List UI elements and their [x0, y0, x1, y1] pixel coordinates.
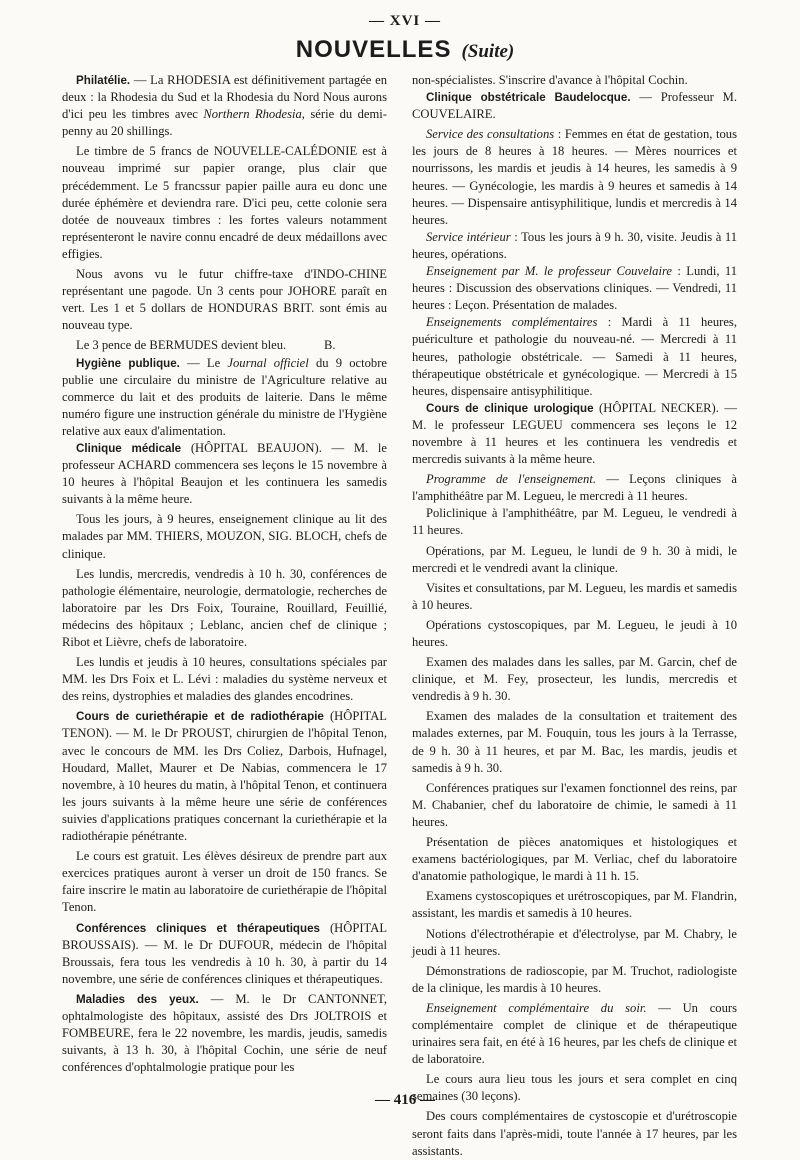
- paragraph-policlinique: Policlinique à l'amphithéâtre, par M. Legueu, le vendredi à 11 heures.: [412, 506, 737, 538]
- italic-text: Enseignement par M. le professeur Couvelaire: [426, 264, 672, 279]
- paragraph-service-interieur: [412, 229, 737, 263]
- paragraph-philatelie: [62, 72, 387, 140]
- paragraph-clinique-urologique: [412, 400, 737, 468]
- paragraph-hygiene: [62, 355, 387, 440]
- paragraph-service-consultations: [412, 126, 737, 229]
- page-number: — 416 —: [375, 1092, 435, 1108]
- paragraph-pieces-anatomiques: Présentation de pièces anatomiques et histologiques et examens bactériologiques, par M. Verliac, chef du laboratoire d'anatomie pathologique, le mardi à 11 h. 15.: [412, 835, 737, 884]
- text: — Professeur M. COUVELAIRE.: [412, 90, 737, 122]
- paragraph-enseignement-couvelaire: [412, 263, 737, 314]
- paragraph-consultations: Les lundis et jeudis à 10 heures, consultations spéciales par MM. les Drs Foix et L. Lévi : maladies du système nerveux et des reins, dystrophies et maladies des glandes encodrines.: [62, 655, 387, 704]
- text: du 9 octobre publie une circulaire du ministre de l'Agriculture relative au commerce du lait et des produits de laiterie. Dans le même numéro figure une instruction générale du ministre de l'Hygiène relative aux eaux d'alimentation.: [62, 355, 388, 438]
- paragraph-curietherapie: [62, 708, 387, 845]
- text: — Leçons cliniques à l'amphithéâtre par M. Legueu, le mercredi à 11 heures.: [412, 472, 737, 504]
- paragraph-electrotherapie: Notions d'électrothérapie et d'électrolyse, par M. Chabry, le jeudi à 11 heures.: [412, 926, 737, 958]
- text: : Lundi, 11 heures : Discussion des observations cliniques. — Vendredi, 11 heures : Leçon. Présentation de malades.: [412, 264, 737, 313]
- heading-baudelocque: Clinique obstétricale Baudelocque.: [426, 91, 631, 105]
- text: Le 3 pence de BERMUDES devient bleu.: [76, 338, 287, 353]
- italic-text: Service des consultations: [426, 127, 555, 142]
- title-text: NOUVELLES: [295, 36, 452, 63]
- paragraph-cinq-semaines: Le cours aura lieu tous les jours et sera complet en cinq semaines (30 leçons).: [412, 1072, 737, 1104]
- text: (HÔPITAL BROUSSAIS). — M. le Dr DUFOUR, médecin de l'hôpital Broussais, fera tous les vendredis à 10 h. 30, à partir du 14 novembre, une série de conférences cliniques et thérapeutiques.: [62, 920, 388, 986]
- paragraph-broussais: [62, 920, 387, 988]
- italic-text: Service intérieur: [426, 229, 511, 244]
- paragraph-bermudes: [62, 337, 387, 354]
- italic-text: Enseignement complémentaire du soir.: [426, 1000, 647, 1015]
- text: — Le: [179, 355, 228, 370]
- page-roman-number: — XVI —: [368, 13, 441, 29]
- signature: B.: [323, 338, 336, 353]
- title-suite: (Suite): [461, 41, 515, 62]
- paragraph-operations: Opérations, par M. Legueu, le lundi de 9 h. 30 à midi, le mercredi et le vendredi avant la clinique.: [412, 543, 737, 575]
- paragraph-enseignement-soir: [412, 1000, 737, 1068]
- paragraph-cours-complementaires: Des cours complémentaires de cystoscopie et d'urétroscopie seront faits dans l'après-midi, toute l'année à 17 heures, par les assistants.: [412, 1109, 737, 1158]
- heading-hygiene: Hygiène publique.: [76, 356, 180, 370]
- heading-clinique-medicale: Clinique médicale: [76, 441, 182, 455]
- paragraph-baudelocque: [412, 89, 737, 123]
- paragraph-examen-salles: Examen des malades dans les salles, par M. Garcin, chef de clinique, et M. Fey, prosecteur, les lundis, mercredis et vendredis à 9 h. 30.: [412, 655, 737, 704]
- heading-maladies-yeux: Maladies des yeux.: [76, 992, 199, 1006]
- paragraph-cochin: non-spécialistes. S'inscrire d'avance à l'hôpital Cochin.: [412, 73, 688, 87]
- page-title: [62, 32, 748, 68]
- italic-text: Programme de l'enseignement.: [426, 472, 596, 487]
- heading-clinique-urologique: Cours de clinique urologique: [426, 401, 594, 415]
- paragraph-radioscopie: Démonstrations de radioscopie, par M. Truchot, radiologiste de la clinique, les mardis à 10 heures.: [412, 963, 737, 995]
- paragraph-cystoscopiques: Opérations cystoscopiques, par M. Legueu, le jeudi à 10 heures.: [412, 617, 737, 649]
- paragraph-programme: [412, 471, 737, 505]
- heading-philatelie: Philatélie.: [76, 74, 131, 87]
- page: [62, 10, 748, 1158]
- paragraph-conferences: Les lundis, mercredis, vendredis à 10 h. 30, conférences de pathologie élémentaire, neurologie, dermatologie, recherches de laboratoire par les Drs Foix, Touraine, Rouillard, Feuillié, médecins des hôpitaux ; Leblanc, ancien chef de clinique ; Ribot et Lièvre, chefs de laboratoire.: [62, 566, 387, 649]
- text: : Mardi à 11 heures, puériculture et pathologie du nouveau-né. — Mercredi à 11 heures, pathologie obstétricale. — Samedi à 11 heures, thérapeutique obstétricale et gynécologique. — Mercredi à 15 heures, dispensaire antisyphilitique.: [412, 315, 737, 398]
- left-column: [62, 72, 387, 1092]
- heading-conferences-cliniques: Conférences cliniques et thérapeutiques: [76, 921, 320, 935]
- paragraph-urethroscopiques: Examens cystoscopiques et urétroscopiques, par M. Flandrin, assistant, les mardis et samedis à 10 heures.: [412, 889, 737, 921]
- paragraph-clinique-medicale: [62, 440, 387, 508]
- paragraph-cours-gratuit: Le cours est gratuit. Les élèves désireux de prendre part aux exercices pratiques auront à verser un droit de 150 francs. Se faire inscrire le matin au laboratoire de curiethérapie de l'hôpital Tenon.: [62, 849, 387, 915]
- text: série du demi-penny au 20 shillings.: [62, 107, 387, 139]
- paragraph-nouvelle-caledonie: Le timbre de 5 francs de NOUVELLE-CALÉDONIE est à nouveau imprimé sur papier orange, plus clair que précédemment. Le 5 francssur papier paille aura eu donc une durée éphémère et deviendra rare. D'ici peu, cette colonie sera dotée de nouveaux timbres : les fortes valeurs notamment représenteront le navire connu encadré de deux médaillons avec effigies.: [62, 144, 387, 261]
- text: (HÔPITAL BEAUJON). — M. le professeur ACHARD commencera ses leçons le 15 novembre à 10 heures à l'hôpital Beaujon et les continuera les samedis suivants à la même heure.: [62, 440, 387, 507]
- paragraph-maladies-yeux: [62, 991, 387, 1076]
- paragraph-examen-consultation: Examen des malades de la consultation et traitement des malades externes, par M. Fouquin, tous les jours à la Terrasse, de 9 h. 30 à 11 heures, et par M. Bac, les mardis, jeudis et samedis à 9 h. 30.: [412, 709, 737, 775]
- text: — M. le Dr CANTONNET, ophtalmologiste des hôpitaux, assisté des Drs JOLTROIS et FOMBEURE, fera le 22 novembre, les mardis, jeudis, samedis suivants, à 13 h. 30, à l'hôpital Cochin, une série de neuf conférences d'ophtalmologie pratique pour les: [62, 991, 387, 1075]
- text: — Un cours complémentaire complet de clinique et de thérapeutique urinaires sera fait, en été à 16 heures, par les chefs de clinique et de laboratoire.: [412, 1000, 737, 1067]
- text: (HÔPITAL TENON). — M. le Dr PROUST, chirurgien de l'hôpital Tenon, avec le concours de MM. les Drs Coliez, Darbois, Hufnagel, Houdard, Mallet, Maurer et De Nabias, commencera le 17 novembre, à 10 heures du matin, à l'hôpital Tenon, et continuera les jours suivants à la même heure une série de conférences suivies d'applications pratiques concernant la curiethérapie et la radiothérapie pénétrante.: [62, 709, 388, 844]
- text: — La RHODESIA est définitivement partagée en deux : la Rhodesia du Sud et la Rhodesia du Nord Nous aurons d'ici peu les timbres avec: [62, 73, 387, 122]
- text: : Tous les jours à 9 h. 30, visite. Jeudis à 11 heures, opérations.: [412, 229, 737, 261]
- text: : Femmes en état de gestation, tous les jours de 8 heures à 18 heures. — Mères nourrices et nourrissons, les mardis et jeudis à 14 heures, les samedis à 9 heures. — Gynécologie, les mardis à 9 heures et samedis à 14 heures. — Dispensaire antisyphilitique, lundis et mercredis à 14 heures.: [412, 127, 738, 227]
- paragraph-enseignement: Tous les jours, à 9 heures, enseignement clinique au lit des malades par MM. THIERS, MOUZON, SIG. BLOCH, chefs de clinique.: [62, 512, 387, 561]
- paragraph-examen-fonctionnel: Conférences pratiques sur l'examen fonctionnel des reins, par M. Chabanier, chef du laboratoire de chimie, le samedi à 11 heures.: [412, 780, 737, 829]
- right-column: [412, 72, 738, 1158]
- paragraph-enseignements-complementaires: [412, 314, 737, 399]
- italic-text: Northern Rhodesia,: [203, 107, 305, 122]
- italic-text: Enseignements complémentaires: [426, 315, 598, 330]
- italic-text: Journal officiel: [227, 355, 309, 370]
- paragraph-visites: Visites et consultations, par M. Legueu, les mardis et samedis à 10 heures.: [412, 580, 737, 612]
- text: (HÔPITAL NECKER). — M. le professeur LEGUEU commencera ses leçons le 12 novembre à 11 heures et les continuera les vendredis et mercredis suivants à la même heure.: [412, 400, 738, 467]
- paragraph-indo-chine: Nous avons vu le futur chiffre-taxe d'INDO-CHINE représentant une pagode. Un 3 cents pour JOHORE paraît en vert. Les 1 et 5 dollars de HONDURAS BRIT. sont émis au nouveau type.: [62, 267, 387, 333]
- heading-curietherapie: Cours de curiethérapie et de radiothérapie: [76, 710, 324, 724]
